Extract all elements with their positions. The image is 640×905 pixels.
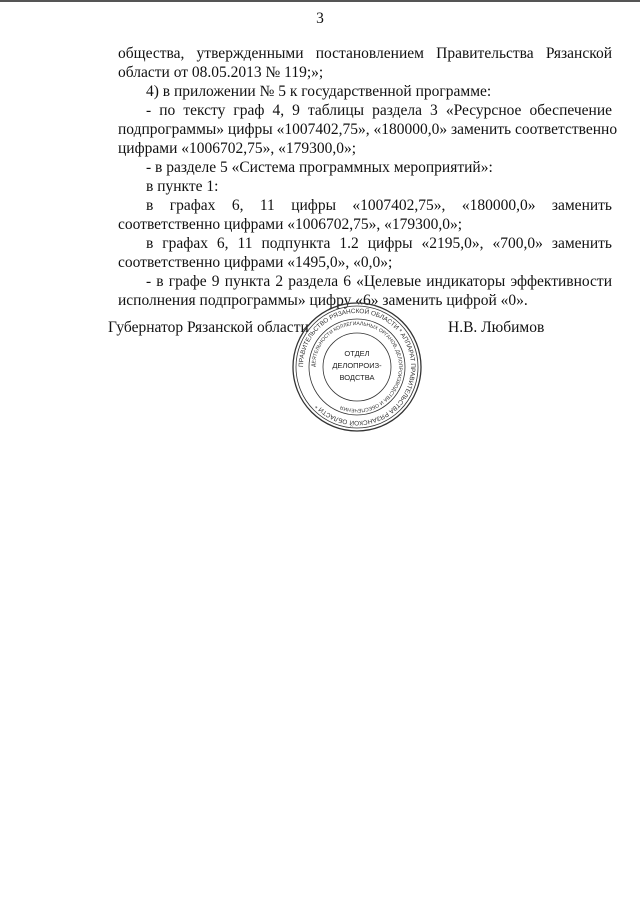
text-line: цифрами «1006702,75», «179300,0»;	[118, 140, 357, 157]
text-line: соответственно цифрами «1006702,75», «179300,0»;	[118, 216, 463, 233]
text-line: в графах 6, 11 подпункта 1.2 цифры «2195,0», «700,0» заменить	[146, 235, 612, 252]
stamp-center-line: ВОДСТВА	[339, 373, 375, 382]
stamp-center-line: ОТДЕЛ	[344, 349, 370, 358]
text-line: в пункте 1:	[146, 178, 219, 195]
text-line: - по тексту граф 4, 9 таблицы раздела 3 «Ресурсное обеспечение	[146, 102, 612, 119]
text-line: общества, утвержденными постановлением Правительства Рязанской	[118, 45, 612, 62]
text-line: соответственно цифрами «1495,0», «0,0»;	[118, 254, 393, 271]
text-line: исполнения подпрограммы» цифру «6» заменить цифрой «0».	[118, 292, 528, 309]
signatory-name: Н.В. Любимов	[448, 319, 545, 336]
text-line: подпрограммы» цифры «1007402,75», «180000,0» заменить соответственно	[118, 121, 618, 138]
page-number: 3	[316, 10, 324, 27]
official-stamp	[290, 300, 424, 434]
signatory-position: Губернатор Рязанской области	[108, 319, 309, 336]
text-line: в графах 6, 11 цифры «1007402,75», «180000,0» заменить	[146, 197, 612, 214]
stamp-center-line: ДЕЛОПРОИЗ-	[332, 361, 382, 370]
text-line: - в разделе 5 «Система программных мероприятий»:	[146, 159, 493, 176]
text-line: области от 08.05.2013 № 119;»;	[118, 64, 324, 81]
text-line: - в графе 9 пункта 2 раздела 6 «Целевые индикаторы эффективности	[146, 273, 612, 290]
text-line: 4) в приложении № 5 к государственной программе:	[146, 83, 492, 100]
stamp-outer-text: ПРАВИТЕЛЬСТВО РЯЗАНСКОЙ ОБЛАСТИ * АППАРАТ ПРАВИТЕЛЬСТВА РЯЗАНСКОЙ ОБЛАСТИ *	[297, 307, 417, 427]
stamp-inner-text: ДЕЯТЕЛЬНОСТИ КОЛЛЕГИАЛЬНЫХ ОРГАНОВ, ДЕЛОПРОИЗВОДСТВА И ОБЕСПЕЧЕНИЯ	[310, 320, 404, 414]
scan-top-edge	[0, 0, 640, 2]
